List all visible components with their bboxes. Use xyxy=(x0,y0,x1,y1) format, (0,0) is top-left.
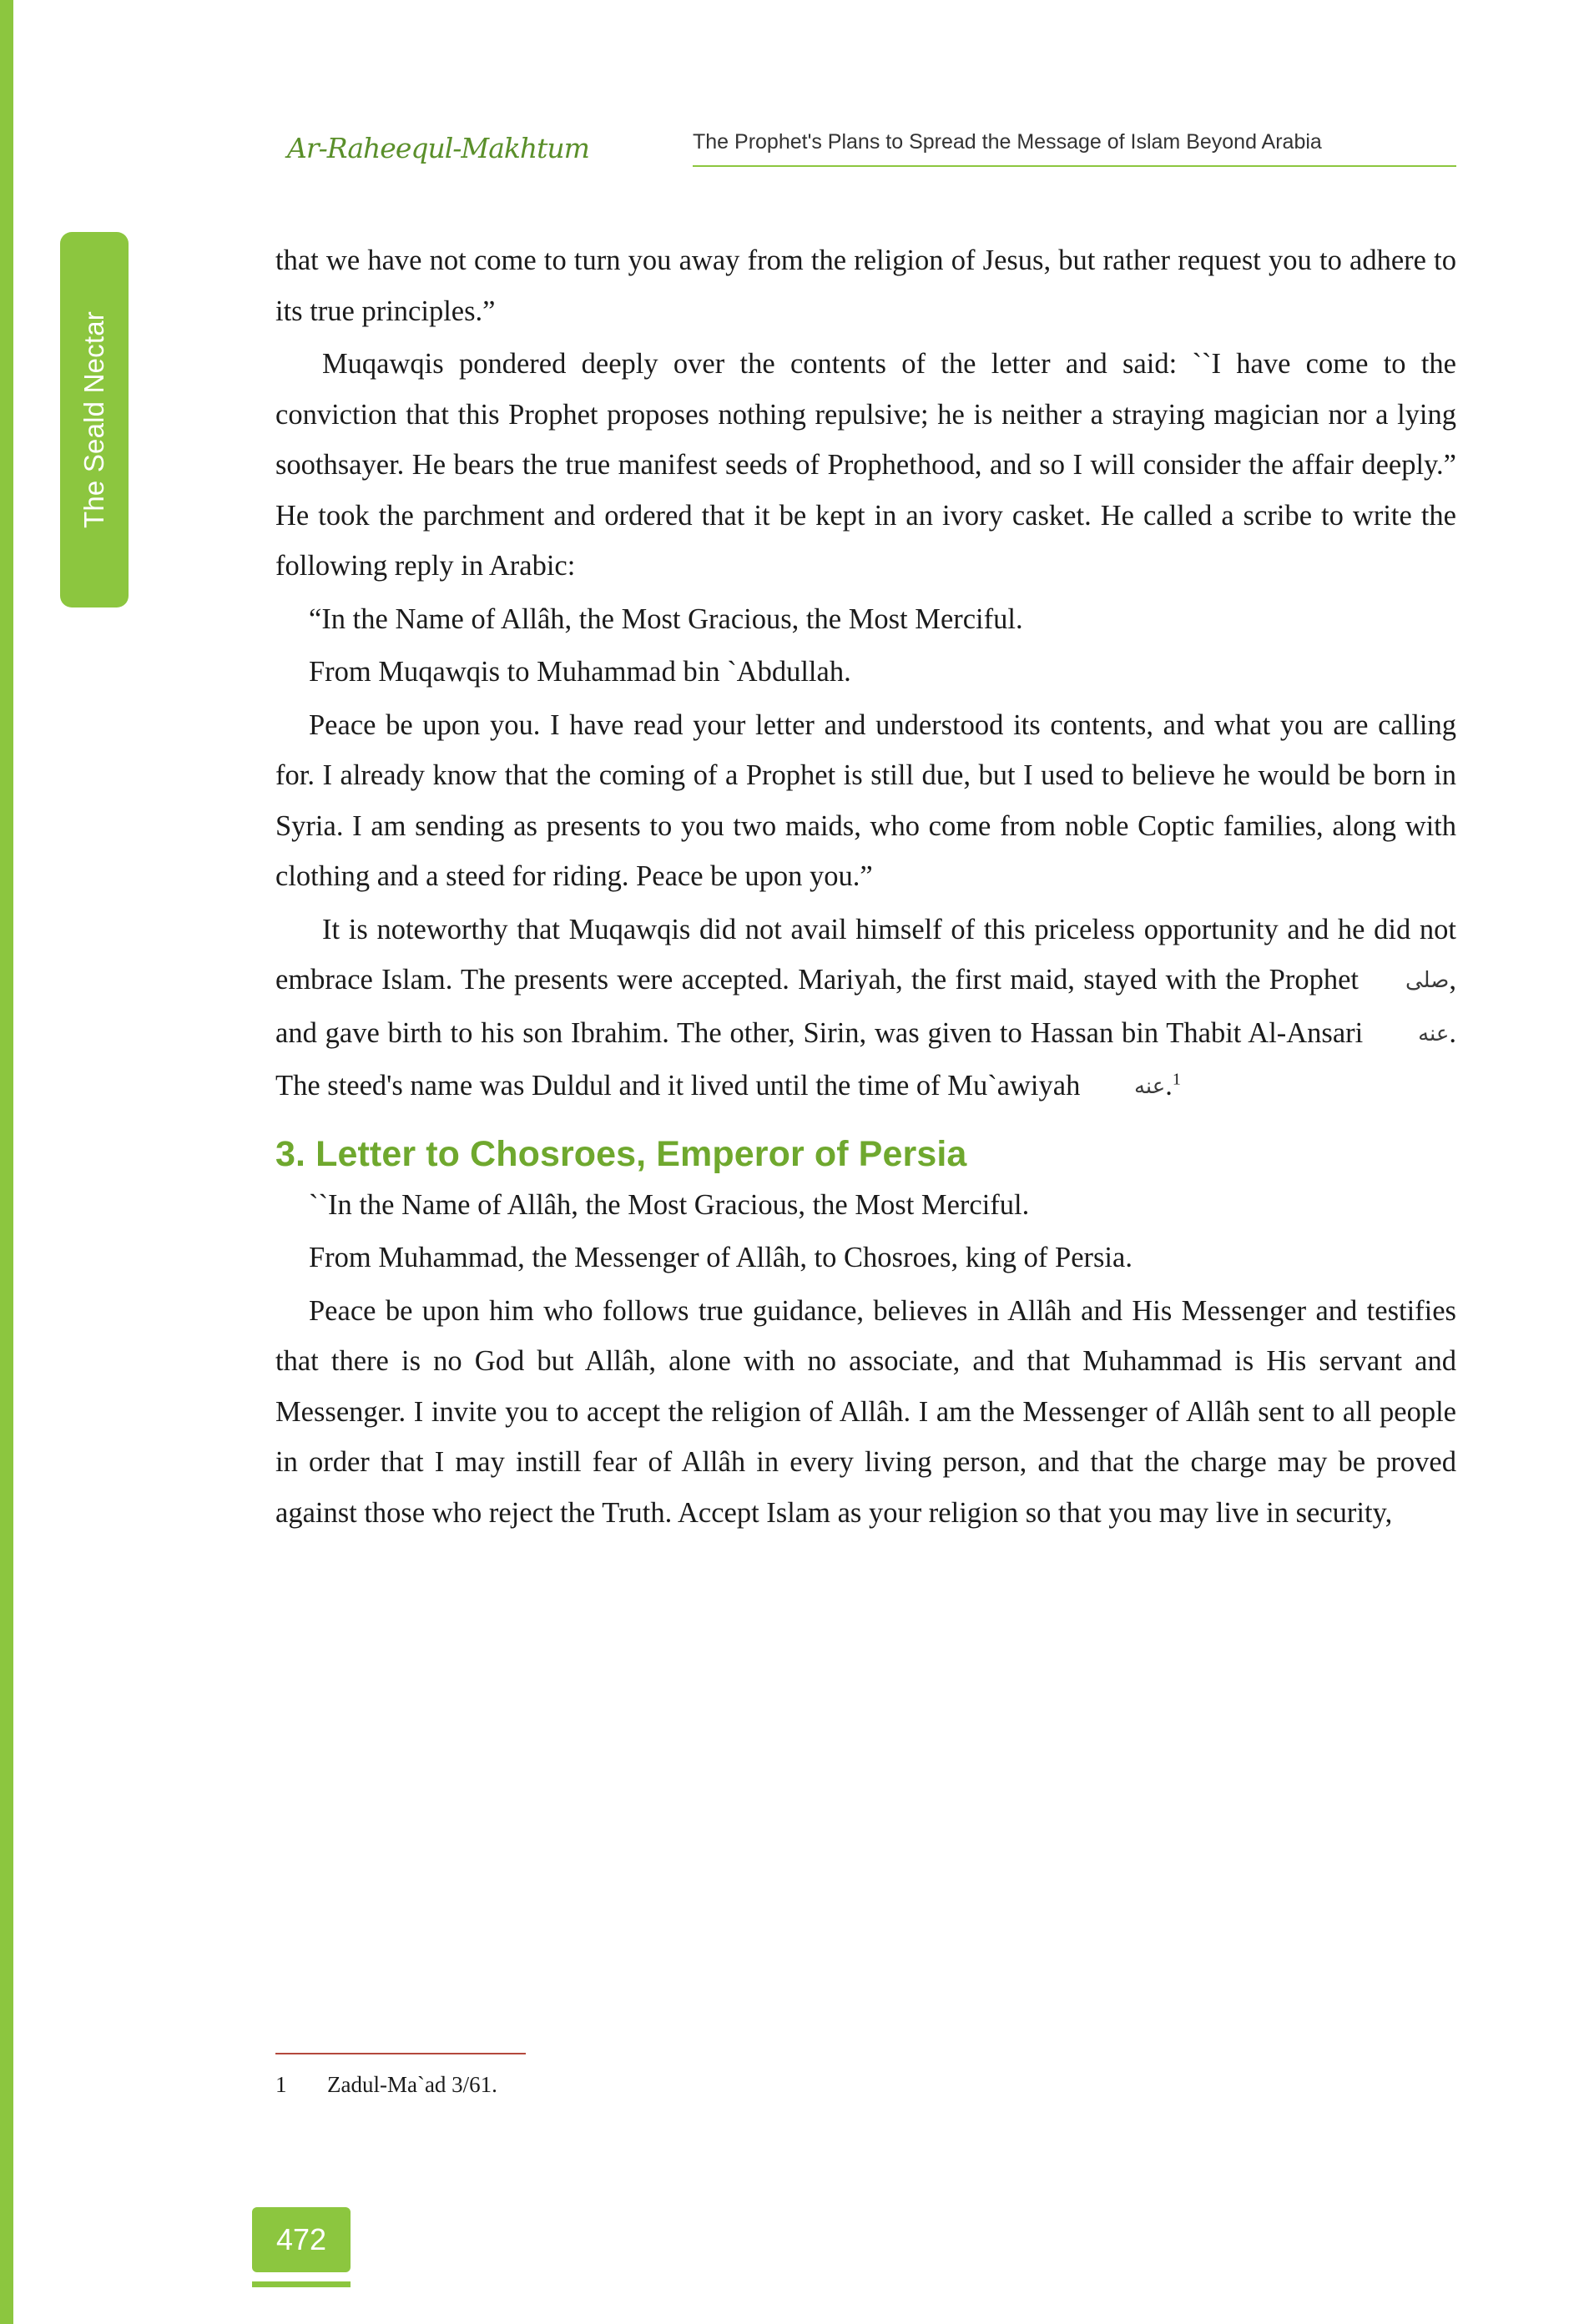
header-divider xyxy=(693,165,1456,167)
book-title-side-tab xyxy=(60,232,129,607)
footnote-number: 1 xyxy=(275,2072,287,2097)
book-title-side-tab-label: The Seald Nectar xyxy=(78,311,109,528)
left-margin-rule xyxy=(0,0,13,2324)
paragraph-basmalah-reply: “In the Name of Allâh, the Most Gracious, the Most Merciful. xyxy=(309,602,1023,635)
paragraph-from-muhammad: From Muhammad, the Messenger of Allâh, to Chosroes, king of Persia. xyxy=(309,1242,1133,1273)
paragraph-noteworthy-part4: . xyxy=(1165,1070,1173,1102)
paragraph-noteworthy-part3: . The steed's name was Duldul and it lived until the time of Mu`awiyah xyxy=(275,1016,1457,1102)
footnote-marker-1: 1 xyxy=(1172,1070,1181,1089)
left-margin-rule-inner xyxy=(13,0,16,2324)
page-body xyxy=(275,235,1456,1540)
paragraph-continuation: that we have not come to turn you away from the religion of Jesus, but rather request you to adhere to its true principles.” xyxy=(275,244,1456,327)
paragraph-muqawqis-pondered: Muqawqis pondered deeply over the contents of the letter and said: ``I have come to the conviction that this Prophet proposes nothing repulsive; he is neither a straying magician nor a lying soothsayer. He bears the true manifest seeds of Prophethood, and so I will consider the affair deeply.” He took the parchment and ordered that it be kept in an ivory casket. He called a scribe to write the following reply in Arabic: xyxy=(275,348,1456,582)
paragraph-noteworthy xyxy=(275,905,1456,1114)
page-number-underline xyxy=(252,2281,351,2287)
book-script-logo: Ar-Raheequl-Makhtum xyxy=(287,132,589,164)
paragraph-peace-be-upon-you: Peace be upon you. I have read your letter and understood its contents, and what you are calling for. I already know that the coming of a Prophet is still due, but I used to believe he would be born in Syria. I am sending as presents to you two maids, who come from noble Coptic families, along with clothing and a steed for riding. Peace be upon you.” xyxy=(275,708,1456,892)
running-head: The Prophet's Plans to Spread the Message of Islam Beyond Arabia xyxy=(693,130,1322,154)
page-number-label: 472 xyxy=(275,2222,327,2256)
paragraph-noteworthy-part1: It is noteworthy that Muqawqis did not avail himself of this priceless opportunity and he did not embrace Islam. The presents were accepted. Mariyah, the first maid, stayed with the Prophet xyxy=(275,913,1456,996)
footnote-text: Zadul-Ma`ad 3/61. xyxy=(327,2072,497,2097)
footnote-separator xyxy=(275,2053,526,2054)
seal-companion-icon-2: عنه xyxy=(1133,1074,1166,1099)
paragraph-peace-be-upon-him: Peace be upon him who follows true guidance, believes in Allâh and His Messenger and testifies that there is no God but Allâh, alone with no associate, and that Muhammad is His servant and Messenger. I invite you to accept the religion of Allâh. I am the Messenger of Allâh sent to all people in order that I may instill fear of Allâh in every living person, and that the charge may be proved against those who reject the Truth. Accept Islam as your religion so that you may live in security, xyxy=(275,1294,1456,1529)
seal-companion-icon-1: عنه xyxy=(1418,1021,1450,1046)
paragraph-from-muqawqis: From Muqawqis to Muhammad bin `Abdullah. xyxy=(309,656,851,688)
footnote-entry xyxy=(275,2068,1110,2101)
section-heading-letter-to-chosroes: 3. Letter to Chosroes, Emperor of Persia xyxy=(275,1133,967,1174)
page-header xyxy=(275,125,1456,179)
page-number-badge xyxy=(252,2207,351,2272)
paragraph-basmalah-chosroes: ``In the Name of Allâh, the Most Gracious, the Most Merciful. xyxy=(309,1188,1030,1221)
paragraph-noteworthy-part2: , and gave birth to his son Ibrahim. The other, Sirin, was given to Hassan bin Thabit Al-Ansari xyxy=(275,964,1456,1049)
seal-prophet-icon: صلى xyxy=(1405,968,1450,993)
